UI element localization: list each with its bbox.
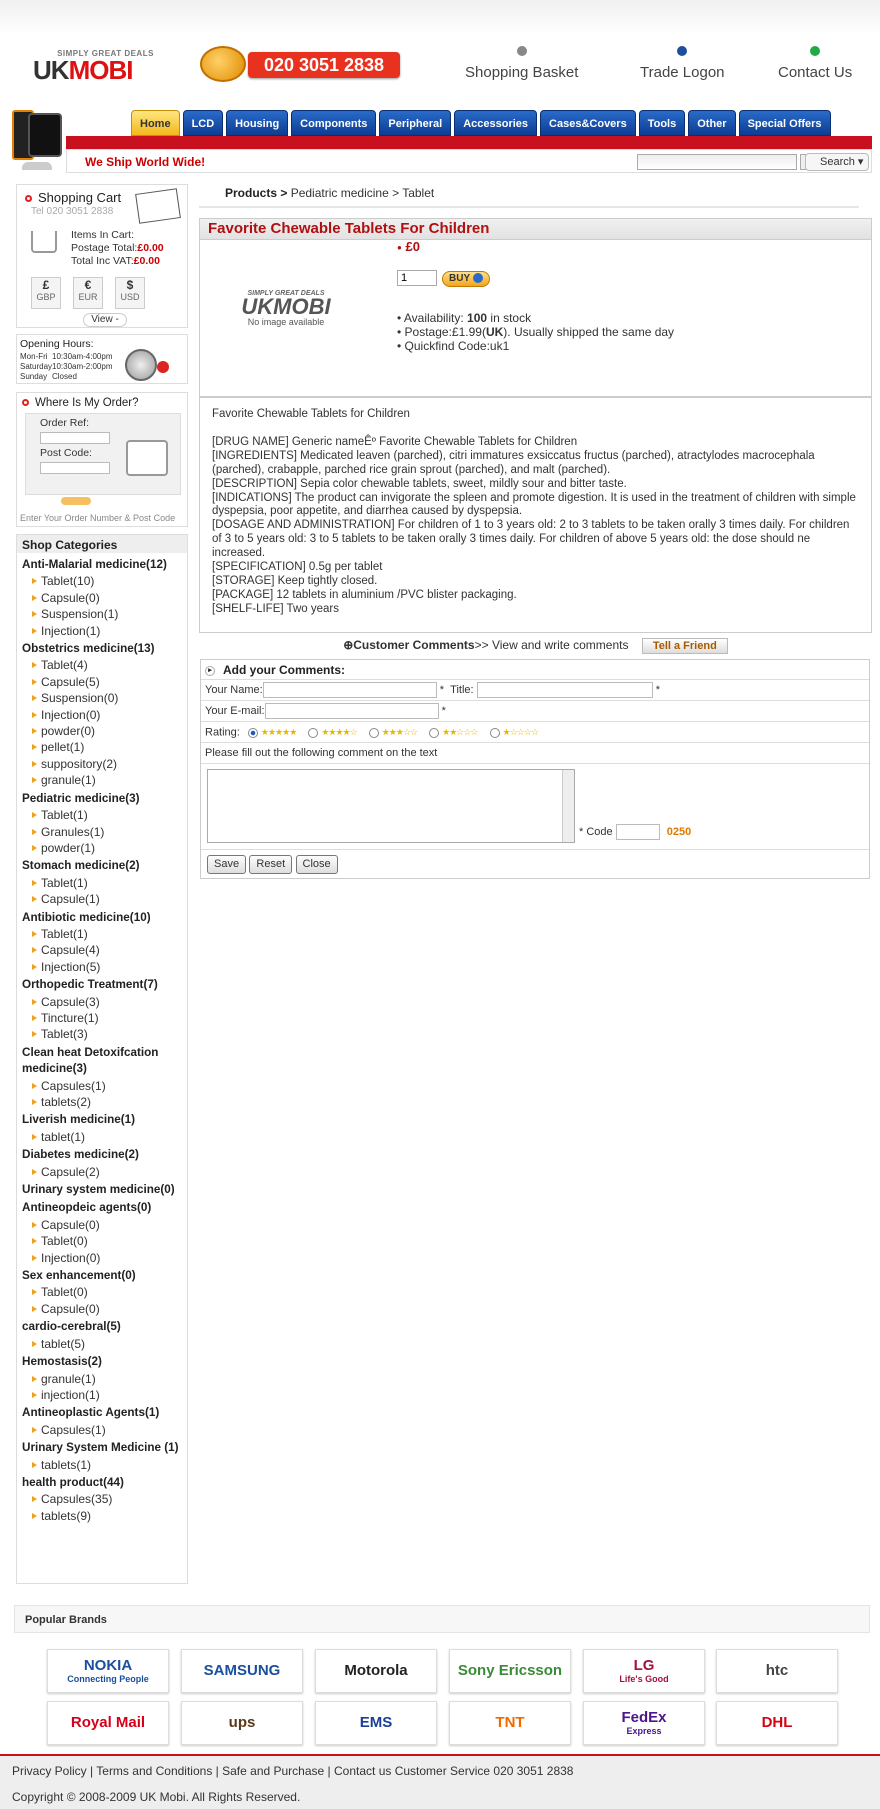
- hours-time: Closed: [52, 372, 77, 381]
- dot-icon: [810, 46, 820, 56]
- comment-icon: ▸: [205, 666, 215, 676]
- shopping-basket-link[interactable]: [465, 46, 578, 81]
- subcategory-link[interactable]: Tablet(0): [17, 1284, 187, 1300]
- hours-row: [20, 352, 112, 362]
- calculator-icon[interactable]: [126, 440, 168, 476]
- brand-label: SAMSUNG: [203, 1662, 281, 1679]
- brand-label: DHL: [761, 1714, 793, 1731]
- brand-nokia-logo[interactable]: [47, 1649, 169, 1693]
- shopping-cart-panel: [16, 184, 188, 328]
- brand-name: [621, 1710, 666, 1736]
- clipboard-icon: [135, 188, 181, 224]
- subcategory-link[interactable]: Injection(5): [17, 959, 187, 975]
- logo-tagline: SIMPLY GREAT DEALS: [57, 49, 154, 58]
- brand-name: [762, 1715, 793, 1731]
- brand-samsung-logo[interactable]: [181, 1649, 303, 1693]
- brand-label: NOKIA: [83, 1657, 133, 1674]
- subcategory-link[interactable]: pellet(1): [17, 739, 187, 755]
- cart-title: Shopping Cart: [38, 190, 122, 205]
- brand-name: [229, 1715, 256, 1731]
- your-name-label: Your Name:: [205, 684, 263, 696]
- hours-title: Opening Hours:: [20, 338, 94, 350]
- description-line: [DESCRIPTION] Sepia color chewable tablets, sweet, mildly sour and bitter taste.: [212, 477, 627, 490]
- category-link[interactable]: Antineoplastic Agents(1): [22, 1406, 160, 1420]
- rating-row: [201, 722, 869, 743]
- popular-brands-title: Popular Brands: [25, 1614, 107, 1626]
- brand-label: Motorola: [344, 1662, 408, 1679]
- subcategory-link[interactable]: Injection(1): [17, 623, 187, 639]
- subcategory-link[interactable]: granule(1): [17, 1371, 187, 1387]
- phone-number: 020 3051 2838: [248, 52, 400, 78]
- telephone-icon: [200, 46, 246, 82]
- brand-sub: Life's Good: [619, 1674, 669, 1684]
- subcategory-link[interactable]: Capsule(2): [17, 1164, 187, 1180]
- tab-housing[interactable]: Housing: [226, 110, 288, 136]
- breadcrumb-path[interactable]: Pediatric medicine > Tablet: [290, 186, 435, 200]
- subcategory-link[interactable]: Tablet(10): [17, 573, 187, 589]
- opening-hours-panel: [16, 334, 188, 384]
- description-line: [DRUG NAME] Generic nameÊº Favorite Chewable Tablets for Children: [212, 435, 578, 448]
- hours-row: [20, 362, 112, 372]
- subcategory-link[interactable]: tablets(2): [17, 1094, 187, 1110]
- title-input[interactable]: [477, 682, 653, 698]
- brand-name: [619, 1658, 668, 1684]
- brand-name: [495, 1715, 524, 1731]
- tab-cases-covers[interactable]: Cases&Covers: [540, 110, 636, 136]
- brand-dhl-logo[interactable]: [716, 1701, 838, 1745]
- subcategory-link[interactable]: Capsules(1): [17, 1422, 187, 1438]
- product-image: [238, 290, 334, 336]
- comment-instructions: Please fill out the following comment on the text: [201, 743, 869, 764]
- stars-3-icon: ★★★☆☆: [381, 727, 418, 737]
- subcategory-link[interactable]: Tablet(0): [17, 1233, 187, 1249]
- main-nav: [131, 110, 831, 136]
- brand-fedex-logo[interactable]: [583, 1701, 705, 1745]
- category-link[interactable]: Antibiotic medicine(10): [22, 910, 151, 924]
- link-label: Shopping Basket: [465, 64, 579, 81]
- subcategory-link[interactable]: Tincture(1): [17, 1010, 187, 1026]
- post-code-input[interactable]: [40, 462, 110, 474]
- phones-graphic: [12, 110, 66, 166]
- category-link[interactable]: Anti-Malarial medicine(12): [22, 558, 167, 571]
- subcategory-link[interactable]: Suspension(1): [17, 606, 187, 622]
- link-label: Trade Logon: [640, 64, 725, 81]
- rating-3-radio[interactable]: [369, 728, 379, 738]
- footer-link-terms-and-conditions[interactable]: Terms and Conditions: [96, 1764, 213, 1778]
- contact-us-link[interactable]: [778, 46, 852, 81]
- cart-tel: Tel 020 3051 2838: [31, 206, 114, 217]
- description-line: [STORAGE] Keep tightly closed.: [212, 574, 378, 587]
- email-field[interactable]: [265, 703, 439, 719]
- apple-icon: [157, 361, 169, 373]
- items-in-cart-label: Items In Cart:: [71, 229, 135, 241]
- site-logo[interactable]: [33, 49, 178, 83]
- popular-brands-bar: [14, 1605, 870, 1633]
- subcategory-link[interactable]: Granules(1): [17, 824, 187, 840]
- subcategory-link[interactable]: tablet(5): [17, 1336, 187, 1352]
- close-button[interactable]: Close: [296, 855, 338, 874]
- brand-name: [67, 1658, 149, 1684]
- description-line: [SPECIFICATION] 0.5g per tablet: [212, 561, 383, 574]
- rating-1-radio[interactable]: [490, 728, 500, 738]
- hours-row: [20, 372, 112, 382]
- order-tracking-panel: [16, 392, 188, 527]
- brand-label: LG: [633, 1657, 655, 1674]
- category-link[interactable]: Hemostasis(2): [22, 1355, 102, 1369]
- view-comments-link[interactable]: >> View and write comments: [474, 638, 629, 653]
- category-link[interactable]: Urinary System Medicine (1): [22, 1441, 179, 1455]
- rating-4-radio[interactable]: [308, 728, 318, 738]
- description-line: [INGREDIENTS] Medicated leaven (parched), citri immatures exsiccatus fructus (parched), atractylodes macrocephala (parched), crabapple, parched rice grain sprout (parched), and malt (parched).: [212, 449, 815, 476]
- footer-link-safe-and-purchase[interactable]: Safe and Purchase: [222, 1764, 325, 1778]
- subcategory-link[interactable]: Capsule(0): [17, 1217, 187, 1233]
- brand-label: FedEx: [621, 1709, 667, 1726]
- tab-home[interactable]: Home: [131, 110, 180, 136]
- subcategory-link[interactable]: suppository(2): [17, 756, 187, 772]
- subcategory-link[interactable]: tablets(1): [17, 1457, 187, 1473]
- footer-separator: |: [86, 1764, 97, 1778]
- currency-eur-button[interactable]: [73, 277, 103, 309]
- brand-name: [458, 1663, 562, 1679]
- hours-time: 10:30am-2:00pm: [52, 362, 113, 371]
- link-label: Contact Us: [778, 64, 853, 81]
- footer-link-privacy-policy[interactable]: Privacy Policy: [12, 1764, 87, 1778]
- no-image-text: No image available: [247, 317, 325, 327]
- currency-symbol: £: [42, 278, 50, 292]
- breadcrumb-root[interactable]: Products >: [225, 186, 288, 200]
- currency-usd-button[interactable]: [115, 277, 145, 309]
- brand-label: Royal Mail: [70, 1714, 146, 1731]
- reset-button[interactable]: Reset: [249, 855, 292, 874]
- category-link[interactable]: Pediatric medicine(3): [22, 791, 140, 805]
- tab-accessories[interactable]: Accessories: [454, 110, 537, 136]
- hours-time: 10:30am-4:00pm: [52, 352, 113, 361]
- compass-icon: [125, 349, 157, 381]
- stars-4-icon: ★★★★☆: [321, 727, 357, 737]
- brand-htc-logo[interactable]: [716, 1649, 838, 1693]
- buy-label: BUY: [449, 273, 470, 284]
- brand-name: [204, 1663, 281, 1679]
- description-line: [INDICATIONS] The product can invigorate the spleen and promote digestion. It is used in the treatment of children with simple dyspepsia, poor appetite, and diarrhea caused by dyspepsia.: [212, 491, 856, 518]
- subcategory-link[interactable]: Injection(0): [17, 1250, 187, 1266]
- brand-royal-mail-logo[interactable]: [47, 1701, 169, 1745]
- buy-button[interactable]: [442, 271, 490, 287]
- product-image-mobi: MOBI: [273, 294, 331, 319]
- search-input[interactable]: [637, 154, 797, 170]
- subcategory-link[interactable]: tablets(9): [17, 1508, 187, 1524]
- tab-peripheral[interactable]: Peripheral: [379, 110, 451, 136]
- quantity-input[interactable]: [397, 270, 437, 286]
- bullet-icon: [25, 195, 32, 202]
- vat-total-label: Total Inc VAT:: [71, 255, 134, 267]
- order-title: Where Is My Order?: [35, 397, 139, 409]
- subcategory-link[interactable]: Capsule(1): [17, 891, 187, 907]
- hours-day: Saturday: [20, 362, 53, 371]
- breadcrumb: [225, 186, 434, 200]
- category-link[interactable]: Liverish medicine(1): [22, 1113, 136, 1127]
- currency-symbol: $: [126, 278, 134, 292]
- rating-label: Rating:: [205, 726, 240, 739]
- tab-other[interactable]: Other: [688, 110, 735, 136]
- add-comments-title: Add your Comments:: [223, 663, 346, 677]
- stars-2-icon: ★★☆☆☆: [442, 727, 478, 737]
- logo-uk: UK: [33, 55, 69, 85]
- category-link[interactable]: Stomach medicine(2): [22, 859, 140, 873]
- order-ref-label: Order Ref:: [40, 417, 90, 429]
- currency-code: EUR: [78, 292, 98, 302]
- categories-title: Shop Categories: [17, 535, 187, 553]
- order-submit-button[interactable]: [61, 497, 91, 505]
- bullet-icon: [22, 399, 29, 406]
- brand-label: Sony Ericsson: [457, 1662, 563, 1679]
- subcategory-link[interactable]: Injection(0): [17, 707, 187, 723]
- post-code-label: Post Code:: [40, 447, 92, 459]
- footer: [0, 1754, 880, 1809]
- code-input[interactable]: [616, 824, 660, 840]
- brand-ups-logo[interactable]: [181, 1701, 303, 1745]
- your-name-input[interactable]: [263, 682, 437, 698]
- brand-name: [344, 1663, 407, 1679]
- subcategory-link[interactable]: Tablet(1): [17, 926, 187, 942]
- description-line: [PACKAGE] 12 tablets in aluminium /PVC blister packaging.: [212, 588, 517, 601]
- subcategory-link[interactable]: Tablet(4): [17, 657, 187, 673]
- category-link[interactable]: Orthopedic Treatment(7): [22, 978, 158, 992]
- description-line: [DOSAGE AND ADMINISTRATION] For children of 1 to 3 years old: 2 to 3 tablets to be taken orally 3 times daily. For children of 3 to 5 years old: 3 to 5 tablets to be taken orally 3 times daily. For children of above 5 years old: the dose should ne increased.: [212, 519, 850, 560]
- title-label: Title:: [450, 684, 474, 696]
- code-label: * Code: [579, 825, 613, 838]
- email-label: Your E-mail:: [205, 705, 265, 717]
- search-select[interactable]: Search ▾: [805, 153, 869, 171]
- subcategory-link[interactable]: Capsule(4): [17, 942, 187, 958]
- customer-comments-link[interactable]: ⊕Customer Comments: [343, 638, 475, 653]
- dot-icon: [677, 46, 687, 56]
- tell-a-friend-button[interactable]: Tell a Friend: [642, 638, 728, 654]
- subcategory-link[interactable]: Capsules(1): [17, 1078, 187, 1094]
- save-button[interactable]: Save: [207, 855, 246, 874]
- subcategory-link[interactable]: tablet(1): [17, 1129, 187, 1145]
- brand-label: ups: [228, 1714, 256, 1731]
- view-cart-button[interactable]: View -: [83, 313, 127, 327]
- subcategory-link[interactable]: Capsule(0): [17, 1301, 187, 1317]
- brand-lg-logo[interactable]: [583, 1649, 705, 1693]
- category-link[interactable]: Clean heat Detoxifcation medicine(3): [22, 1045, 159, 1076]
- footer-separator: |: [324, 1764, 334, 1778]
- product-price: £0: [405, 239, 420, 254]
- subcategory-link[interactable]: Tablet(1): [17, 807, 187, 823]
- category-link[interactable]: Sex enhancement(0): [22, 1269, 136, 1283]
- postage-info: • Postage:£1.99(UK). Usually shipped the same day: [397, 325, 675, 339]
- copyright: Copyright © 2008-2009 UK Mobi. All Rights Reserved.: [12, 1790, 301, 1804]
- subcategory-link[interactable]: injection(1): [17, 1387, 187, 1403]
- subcategory-link[interactable]: Capsule(0): [17, 590, 187, 606]
- ship-bar: [66, 149, 872, 173]
- brand-label: htc: [765, 1662, 789, 1679]
- description-heading: Favorite Chewable Tablets for Children: [212, 408, 410, 420]
- customer-service: Customer Service 020 3051 2838: [391, 1764, 574, 1778]
- comment-form: ▸ Add your Comments: Your Name: * Title: * Your E-mail: * Rating: ★★★★★ ★★★★☆ ★★★☆☆ ★★☆☆☆ ★☆☆☆☆ Please fill out the following comment on the text * Code 0250 Save Reset Close: [200, 659, 870, 879]
- description-line: [SHELF-LIFE] Two years: [212, 602, 339, 615]
- subcategory-link[interactable]: granule(1): [17, 772, 187, 788]
- vat-total-value: £0.00: [133, 255, 160, 267]
- product-image-uk: UK: [241, 294, 274, 319]
- postage-total-label: Postage Total:: [71, 242, 138, 254]
- stars-1-icon: ★☆☆☆☆: [502, 727, 538, 737]
- footer-separator: |: [212, 1764, 223, 1778]
- shop-categories: [16, 534, 188, 1584]
- category-link[interactable]: Obstetrics medicine(13): [22, 642, 155, 656]
- brand-label: EMS: [359, 1714, 393, 1731]
- stars-5-icon: ★★★★★: [260, 727, 297, 737]
- subcategory-link[interactable]: Suspension(0): [17, 690, 187, 706]
- currency-code: GBP: [36, 292, 56, 302]
- footer-link-contact-us[interactable]: Contact us: [334, 1764, 392, 1778]
- cart-icon: [31, 231, 57, 253]
- site-header: [0, 0, 880, 90]
- category-link[interactable]: Diabetes medicine(2): [22, 1148, 139, 1162]
- order-hint: Enter Your Order Number & Post Code: [20, 513, 176, 523]
- tab-lcd[interactable]: LCD: [183, 110, 224, 136]
- subcategory-link[interactable]: Capsule(5): [17, 674, 187, 690]
- trade-logon-link[interactable]: [640, 46, 725, 81]
- brand-name: [71, 1715, 145, 1731]
- category-link[interactable]: cardio-cerebral(5): [22, 1320, 121, 1334]
- search-select-label: Search: [820, 156, 855, 168]
- code-value: 0250: [666, 825, 692, 838]
- currency-symbol: €: [84, 278, 92, 292]
- hours-day: Mon-Fri: [20, 352, 48, 361]
- brand-label: TNT: [495, 1714, 525, 1731]
- brand-sub: Express: [626, 1726, 662, 1736]
- phone-banner: [200, 46, 400, 82]
- currency-code: USD: [120, 292, 140, 302]
- product-image-tagline: SIMPLY GREAT DEALS: [247, 290, 325, 297]
- product-title: Favorite Chewable Tablets For Children: [199, 218, 872, 240]
- currency-switcher: [31, 277, 157, 309]
- subcategory-link[interactable]: Capsule(3): [17, 994, 187, 1010]
- comment-textarea[interactable]: [207, 769, 575, 843]
- nav-underline: [66, 136, 872, 149]
- subcategory-link[interactable]: Tablet(1): [17, 875, 187, 891]
- brand-sub: Connecting People: [67, 1674, 149, 1684]
- dot-icon: [517, 46, 527, 56]
- brand-name: [766, 1663, 789, 1679]
- tab-tools[interactable]: Tools: [639, 110, 686, 136]
- category-link[interactable]: health product(44): [22, 1475, 124, 1489]
- order-ref-input[interactable]: [40, 432, 110, 444]
- product-box: SIMPLY GREAT DEALS UKMOBI No image available ● £0 1 BUY • Availability: 100 in stock • Postage:£1.99(UK). Usually shipped the same day • Quickfind Code:uk1: [199, 240, 872, 397]
- hours-day: Sunday: [20, 372, 48, 381]
- brand-motorola-logo[interactable]: [315, 1649, 437, 1693]
- quickfind-code: • Quickfind Code:uk1: [397, 339, 510, 353]
- currency-gbp-button[interactable]: [31, 277, 61, 309]
- ship-worldwide-text: We Ship World Wide!: [85, 155, 206, 169]
- category-link[interactable]: Urinary system medicine(0): [22, 1183, 175, 1197]
- product-description: [199, 397, 872, 633]
- logo-mobi: MOBI: [68, 55, 133, 85]
- postage-total-value: £0.00: [137, 242, 164, 254]
- brand-ems-logo[interactable]: [315, 1701, 437, 1745]
- subcategory-link[interactable]: Capsules(35): [17, 1491, 187, 1507]
- category-link[interactable]: Antineopdeic agents(0): [22, 1201, 152, 1215]
- subcategory-link[interactable]: powder(1): [17, 840, 187, 856]
- tab-components[interactable]: Components: [291, 110, 376, 136]
- brand-sony-ericsson-logo[interactable]: [449, 1649, 571, 1693]
- availability: • Availability: 100 in stock: [397, 311, 532, 325]
- subcategory-link[interactable]: Tablet(3): [17, 1026, 187, 1042]
- brand-name: [360, 1715, 393, 1731]
- rating-2-radio[interactable]: [429, 728, 439, 738]
- brand-tnt-logo[interactable]: [449, 1701, 571, 1745]
- arrow-icon: [473, 273, 483, 283]
- tab-special-offers[interactable]: Special Offers: [739, 110, 831, 136]
- subcategory-link[interactable]: powder(0): [17, 723, 187, 739]
- scrollbar[interactable]: [562, 770, 574, 842]
- rating-5-radio[interactable]: [248, 728, 258, 738]
